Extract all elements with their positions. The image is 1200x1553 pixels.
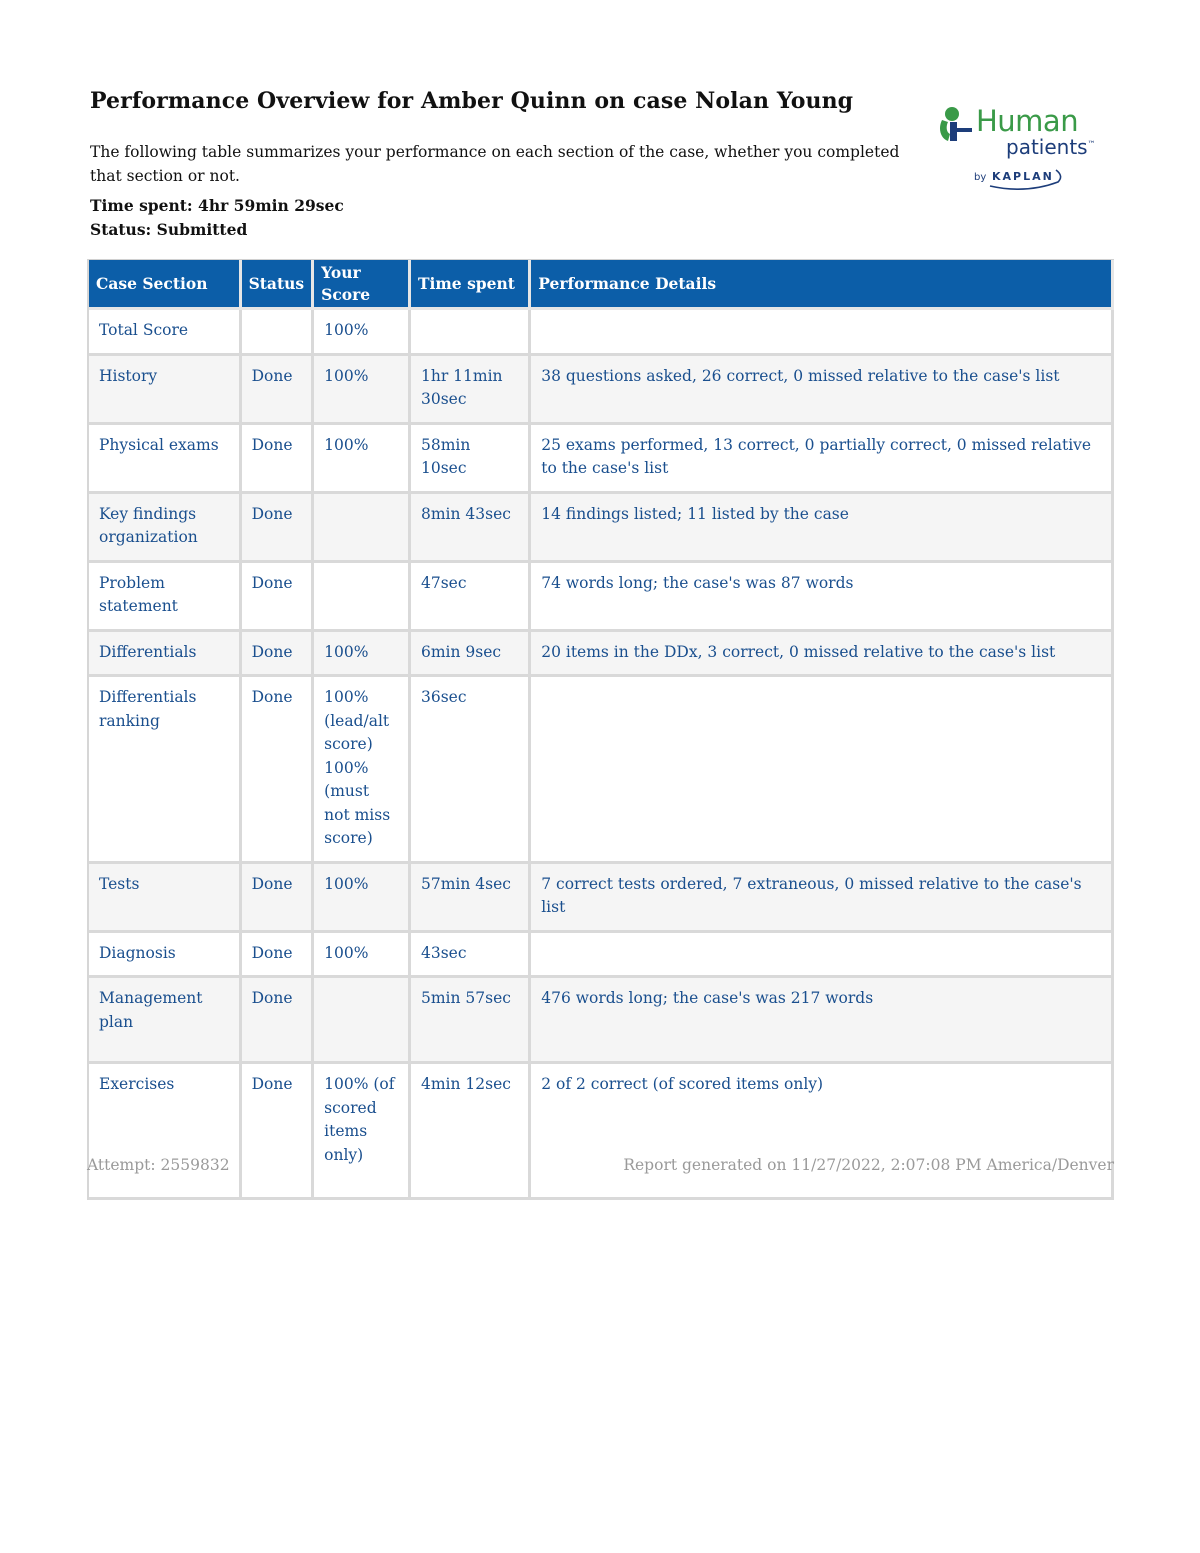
cell-section: Total Score [89,310,242,356]
cell-details: 2 of 2 correct (of scored items only) [531,1064,1114,1200]
table-row [89,933,1114,979]
cell-status: Done [242,425,315,494]
col-header-case-section: Case Section [89,260,242,310]
col-header-time-spent: Time spent [411,260,531,310]
cell-time: 36sec [411,677,531,864]
cell-details: 74 words long; the case's was 87 words [531,563,1114,632]
logo-patients-text: patients™ [1006,135,1096,159]
table-row [89,1064,1114,1200]
cell-details: 14 findings listed; 11 listed by the case [531,494,1114,563]
cell-status: Done [242,864,315,933]
cell-status: Done [242,978,315,1064]
table-row [89,563,1114,632]
cell-section: Management plan [89,978,242,1064]
cell-details: 38 questions asked, 26 correct, 0 missed relative to the case's list [531,356,1114,425]
cell-section: Physical exams [89,425,242,494]
logo-by-text: by [974,172,987,183]
cell-time: 58min 10sec [411,425,531,494]
cell-score [314,494,411,563]
cell-score: 100% [314,356,411,425]
cell-status [242,310,315,356]
cell-score: 100% (lead/alt score) 100% (must not miss score) [314,677,411,864]
table-row [89,978,1114,1064]
cell-score: 100% [314,933,411,979]
table-row [89,677,1114,864]
cell-time: 4min 12sec [411,1064,531,1200]
cell-details [531,677,1114,864]
cell-score: 100% [314,310,411,356]
table-row [89,494,1114,563]
cell-time: 6min 9sec [411,632,531,678]
cell-details [531,933,1114,979]
attempt-id: Attempt: 2559832 [87,1156,230,1174]
cell-time [411,310,531,356]
cell-time: 57min 4sec [411,864,531,933]
cell-details [531,310,1114,356]
cell-status: Done [242,933,315,979]
cell-time: 5min 57sec [411,978,531,1064]
cell-status: Done [242,356,315,425]
cell-section: Tests [89,864,242,933]
cell-time: 47sec [411,563,531,632]
cell-section: Problem statement [89,563,242,632]
cell-status: Done [242,632,315,678]
cell-score [314,978,411,1064]
cell-details: 7 correct tests ordered, 7 extraneous, 0 missed relative to the case's list [531,864,1114,933]
page-title: Performance Overview for Amber Quinn on case Nolan Young [90,88,854,114]
col-header-performance-details: Performance Details [531,260,1114,310]
cell-status: Done [242,494,315,563]
cell-details: 20 items in the DDx, 3 correct, 0 missed relative to the case's list [531,632,1114,678]
cell-status: Done [242,563,315,632]
col-header-your-score: Your Score [314,260,411,310]
report-generated-timestamp: Report generated on 11/27/2022, 2:07:08 PM America/Denver [623,1156,1114,1174]
logo-human-text: Human [976,104,1079,138]
cell-section: Exercises [89,1064,242,1200]
table-row [89,632,1114,678]
cell-section: History [89,356,242,425]
table-row [89,356,1114,425]
table-row [89,425,1114,494]
cell-section: Differentials [89,632,242,678]
cell-score: 100% [314,632,411,678]
cell-score: 100% [314,425,411,494]
col-header-status: Status [242,260,315,310]
cell-section: Differentials ranking [89,677,242,864]
table-row [89,864,1114,933]
cell-status: Done [242,677,315,864]
table-row [89,310,1114,356]
trademark-mark: ™ [1087,139,1096,149]
cell-details: 25 exams performed, 13 correct, 0 partially correct, 0 missed relative to the case's list [531,425,1114,494]
performance-table [87,259,1114,1200]
intro-text: The following table summarizes your performance on each section of the case, whether you completed that section or not. [90,143,900,185]
time-spent-summary: Time spent: 4hr 59min 29sec [90,196,344,215]
logo-kaplan-text: KAPLAN [992,170,1054,183]
cell-details: 476 words long; the case's was 217 words [531,978,1114,1064]
cell-time: 1hr 11min 30sec [411,356,531,425]
cell-score [314,563,411,632]
cell-time: 8min 43sec [411,494,531,563]
status-summary: Status: Submitted [90,220,248,239]
cell-section: Key findings organization [89,494,242,563]
table-header-row [89,260,1114,310]
cell-section: Diagnosis [89,933,242,979]
cell-time: 43sec [411,933,531,979]
ihuman-patients-logo [932,100,1112,196]
cell-status: Done [242,1064,315,1200]
cell-score: 100% (of scored items only) [314,1064,411,1200]
cell-score: 100% [314,864,411,933]
ihuman-person-icon [938,106,972,142]
